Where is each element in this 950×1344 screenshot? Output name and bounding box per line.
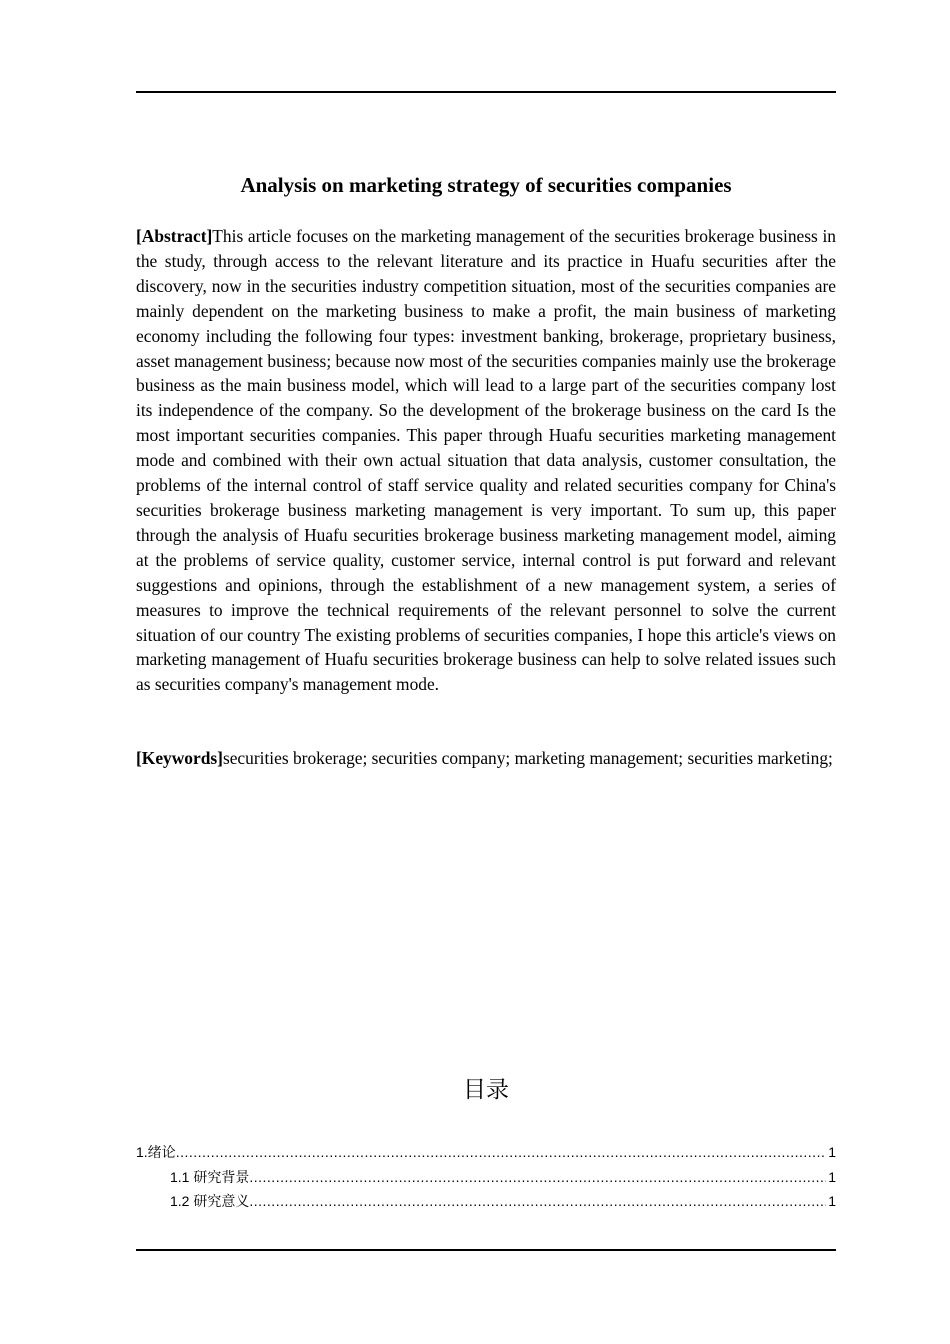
toc-entry-label: 1.2 研究意义 <box>170 1193 250 1209</box>
toc-title: 目录 <box>463 1077 509 1103</box>
abstract-paragraph <box>136 224 836 697</box>
toc-entry-page: 1 <box>828 1168 836 1185</box>
keywords-paragraph <box>136 747 836 769</box>
toc-entry-page: 1 <box>828 1193 836 1209</box>
toc-entry-page: 1 <box>828 1144 836 1160</box>
toc-entry-label: 1.1 研究背景 <box>170 1168 250 1185</box>
toc-dot-leader <box>176 1140 827 1165</box>
toc-entry[interactable] <box>136 1165 836 1190</box>
toc-dot-leader <box>249 1165 826 1190</box>
toc-entry[interactable] <box>136 1189 836 1214</box>
toc-dot-leader <box>249 1189 826 1214</box>
abstract-text: This article focuses on the marketing management of the securities brokerage business in the study, through access to the relevant literature and its practice in Huafu securities after the discovery, now in the securities industry competition situation, most of the securities companies are mainly dependent on the marketing business to make a profit, the main business of marketing economy including the following four types: investment banking, brokerage, proprietary business, asset management business; because now most of the securities companies mainly use the brokerage business as the main business model, which will lead to a large part of the securities company lost its independence of the company. So the development of the brokerage business on the card Is the most important securities companies. This paper through Huafu securities marketing management mode and combined with their own actual situation that data analysis, customer consultation, the problems of the internal control of staff service quality and related securities company for China's securities brokerage business marketing management is very important. To sum up, this paper through the analysis of Huafu securities brokerage business marketing management model, aiming at the problems of service quality, customer service, internal control is put forward and relevant suggestions and opinions, through the establishment of a new management system, a series of measures to improve the technical requirements of the relevant personnel to solve the current situation of our country The existing problems of securities companies, I hope this article's views on marketing management of Huafu securities brokerage business can help to solve related issues such as securities company's management mode. <box>136 226 836 695</box>
keywords-label: [Keywords] <box>136 748 223 768</box>
abstract-label: [Abstract] <box>136 226 213 246</box>
document-title: Analysis on marketing strategy of securities companies <box>240 173 732 197</box>
footer-rule <box>136 1249 836 1251</box>
toc-entry[interactable] <box>136 1140 836 1165</box>
toc-entry-label: 1.绪论 <box>136 1144 176 1160</box>
keywords-text: securities brokerage; securities company; marketing management; securities marketing; <box>222 748 833 768</box>
table-of-contents <box>136 1140 836 1214</box>
header-rule <box>136 91 836 93</box>
